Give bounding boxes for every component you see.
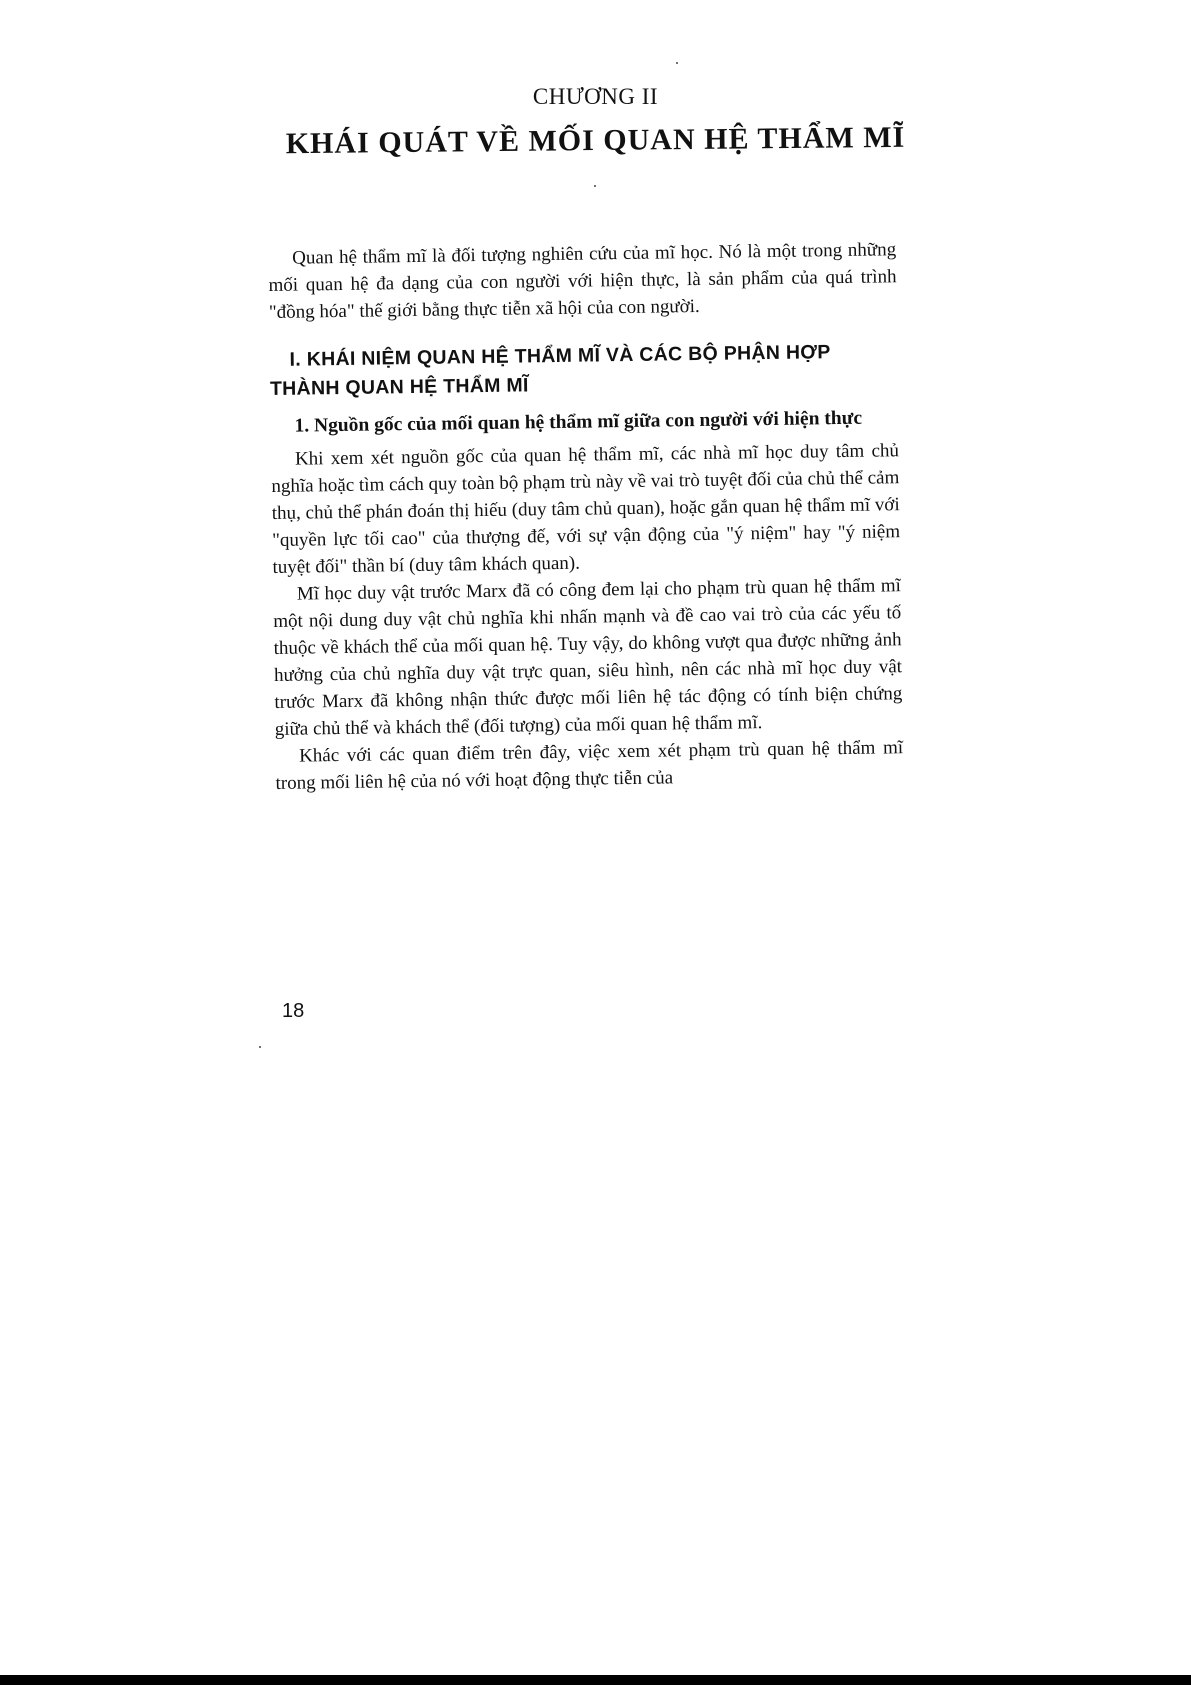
scan-bottom-edge (0, 1675, 1191, 1685)
section-heading: I. KHÁI NIỆM QUAN HỆ THẨM MĨ VÀ CÁC BỘ PHẬN HỢP THÀNH QUAN HỆ THẨM MĨ (269, 341, 831, 400)
scan-speck (676, 62, 678, 64)
paragraph-1: Khi xem xét nguồn gốc của quan hệ thẩm mĩ, các nhà mĩ học duy tâm chủ nghĩa hoặc tìm cách quy toàn bộ phạm trù này về vai trò tuyệt đối của chủ thể cảm thụ, chủ thể phán đoán thị hiếu (duy tâm chủ quan), hoặc gắn quan hệ thẩm mĩ với "quyền lực tối cao" của thượng đế, với sự vận động của "ý niệm" hay "ý niệm tuyệt đối" thần bí (duy tâm khách quan). (271, 440, 901, 578)
subsection-heading: 1. Nguồn gốc của mối quan hệ thẩm mĩ giữa con người với hiện thực (294, 407, 863, 437)
body-text (268, 236, 904, 797)
scan-speck (259, 1046, 261, 1048)
intro-paragraph: Quan hệ thẩm mĩ là đối tượng nghiên cứu của mĩ học. Nó là một trong những mối quan hệ đa dạng của con người với hiện thực, là sản phẩm của quá trình "đồng hóa" thế giới bằng thực tiễn xã hội của con người. (268, 239, 897, 323)
chapter-title: KHÁI QUÁT VỀ MỐI QUAN HỆ THẨM MĨ (285, 120, 906, 161)
paragraph-3: Khác với các quan điểm trên đây, việc xem xét phạm trù quan hệ thẩm mĩ trong mối liên hệ của nó với hoạt động thực tiễn của (275, 737, 904, 794)
paragraph-2: Mĩ học duy vật trước Marx đã có công đem lại cho phạm trù quan hệ thẩm mĩ một nội dung duy vật chủ nghĩa khi nhấn mạnh và đề cao vai trò của các yếu tố thuộc về khách thể của mối quan hệ. Tuy vậy, do không vượt qua được những ảnh hưởng của chủ nghĩa duy vật trực quan, siêu hình, nên các nhà mĩ học duy vật trước Marx đã không nhận thức được mối liên hệ tác động có tính biện chứng giữa chủ thể và khách thể (đối tượng) của mối quan hệ thẩm mĩ. (273, 575, 903, 740)
page-number: 18 (282, 1000, 305, 1022)
scan-speck (594, 185, 596, 187)
chapter-label: CHƯƠNG II (532, 84, 659, 109)
